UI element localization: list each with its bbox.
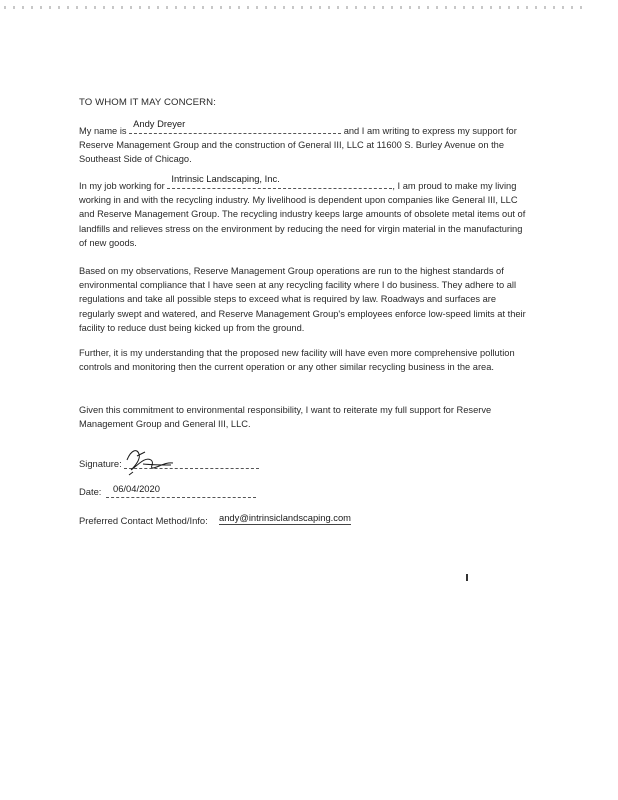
employer-value: Intrinsic Landscaping, Inc.	[171, 173, 280, 184]
paragraph-closing: Given this commitment to environmental responsibility, I want to reiterate my full support for Reserve Management Group and General III, LLC.	[79, 405, 492, 430]
contact-value: andy@intrinsiclandscaping.com	[219, 512, 351, 523]
employer-field	[167, 173, 392, 189]
intro-text-after: and I am writing to express my support for Reserve Management Group and the construction of General III, LLC at 11600 S. Burley Avenue on the Southeast Side of Chicago.	[79, 126, 517, 165]
handwritten-signature	[123, 446, 203, 476]
name-value: Andy Dreyer	[133, 118, 186, 129]
contact-label: Preferred Contact Method/Info:	[79, 515, 208, 526]
signature-label: Signature:	[79, 458, 122, 469]
signature-row	[79, 458, 122, 469]
date-row	[79, 483, 160, 497]
paragraph-new-facility: Further, it is my understanding that the proposed new facility will have even more comprehensive pollution controls and monitoring then the current operation or any other similar recycling business in the area.	[79, 348, 515, 373]
date-label: Date:	[79, 486, 102, 497]
stray-mark	[466, 574, 468, 581]
salutation: TO WHOM IT MAY CONCERN:	[79, 97, 216, 108]
contact-row	[79, 512, 351, 526]
paragraph-observations: Based on my observations, Reserve Management Group operations are run to the highest standards of environmental compliance that I have seen at any recycling facility where I do business. They adhere to all regulations and take all possible steps to exceed what is required by law. Roadways and surfaces are regularly swept and watered, and Reserve Management Group's employees enforce low-speed limits at their facility to reduce dust being kicked up from the ground.	[79, 266, 526, 333]
name-field	[129, 118, 341, 134]
employment-text-before: In my job working for	[79, 181, 168, 191]
date-blank	[106, 497, 256, 498]
employment-text-after: , I am proud to make my living working in and with the recycling industry. My livelihood is dependent upon companies like General III, LLC and Reserve Management Group. The recycling industry keeps large amounts of obsolete metal items out of landfills and relieves stress on the environment by reducing the need for virgin material in the manufacturing of new goods.	[79, 181, 526, 248]
paragraph-employment	[79, 173, 529, 250]
date-value: 06/04/2020	[113, 483, 160, 494]
scan-artifact-line	[4, 6, 584, 9]
intro-text-before: My name is	[79, 126, 130, 136]
paragraph-intro	[79, 118, 529, 167]
